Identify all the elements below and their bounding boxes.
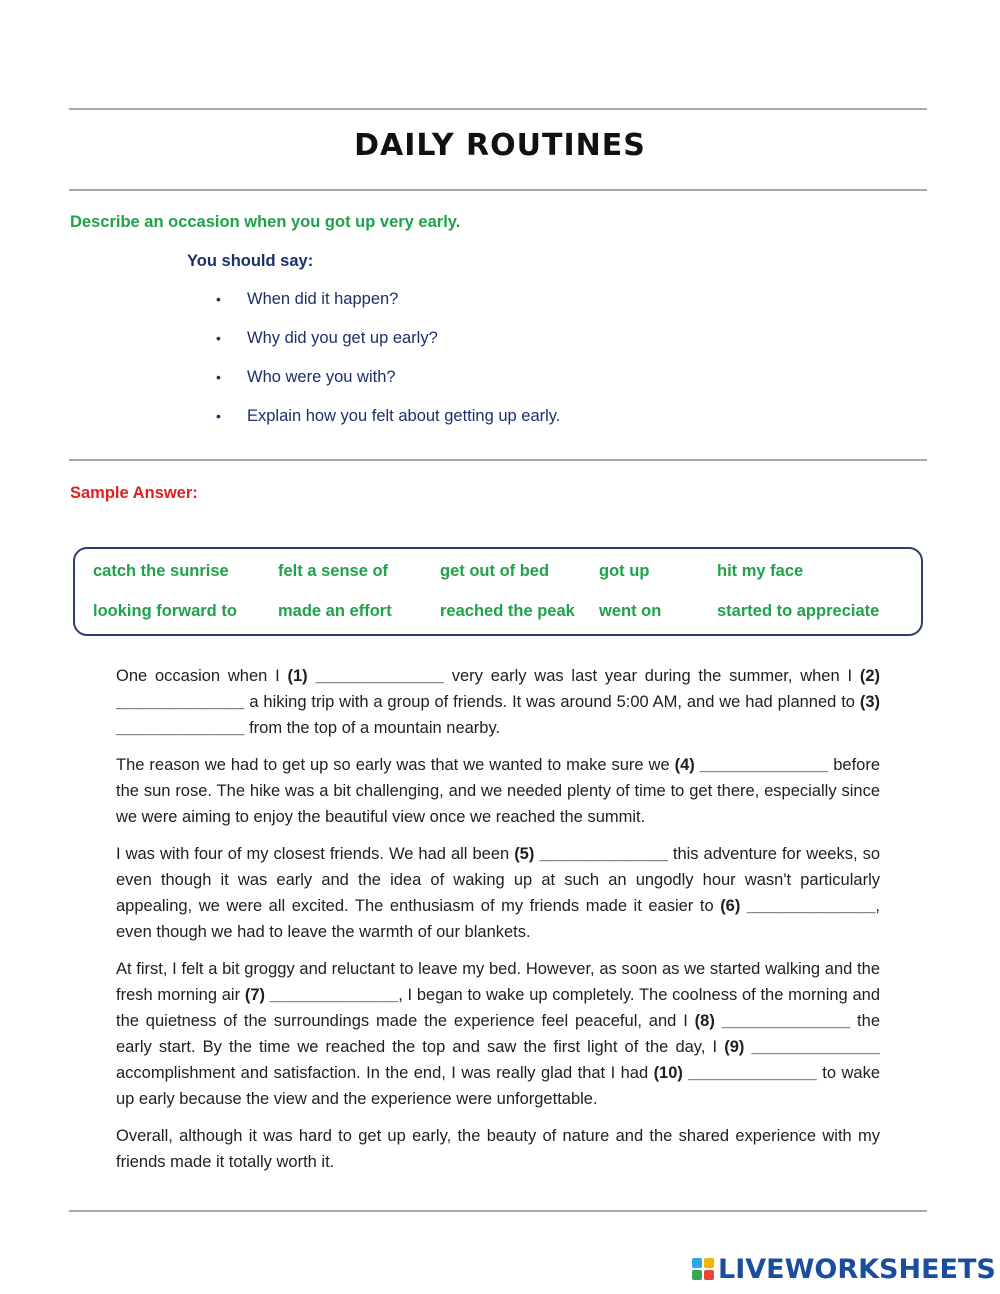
- blank-10[interactable]: ______________: [688, 1064, 817, 1082]
- paragraph: Overall, although it was hard to get up early, the beauty of nature and the shared experience with my friends made it totally worth it.: [116, 1127, 880, 1171]
- paragraph: The reason we had to get up so early was that we wanted to make sure we (4) ______________ before the sun rose. The hike was a bit challenging, and we needed plenty of time to get there, especially since we were aiming to enjoy the beautiful view once we reached the summit.: [116, 756, 880, 826]
- bullet-icon: •: [216, 330, 221, 346]
- blank-7[interactable]: ______________: [269, 986, 399, 1004]
- paragraph: One occasion when I (1) ______________ very early was last year during the summer, when I (2) ______________ a hiking trip with a group of friends. It was around 5:00 AM, and we had planned to (3) ______________ from the top of a mountain nearby.: [116, 667, 880, 737]
- bullet-icon: •: [216, 369, 221, 385]
- word-bank: [73, 547, 923, 636]
- word-bank-item: looking forward to: [93, 602, 237, 620]
- word-bank-item: got up: [599, 562, 650, 580]
- liveworksheets-logo: [692, 1252, 996, 1286]
- cue-item: • Explain how you felt about getting up early.: [216, 407, 561, 425]
- sample-passage: [116, 663, 880, 1186]
- top-divider: [69, 108, 927, 110]
- word-bank-item: reached the peak: [440, 602, 575, 620]
- bullet-icon: •: [216, 291, 221, 307]
- blank-5[interactable]: ______________: [539, 845, 668, 863]
- blank-2[interactable]: ______________: [116, 693, 245, 711]
- bottom-divider: [69, 1210, 927, 1212]
- should-say-label: You should say:: [187, 252, 314, 270]
- cue-item: • Who were you with?: [216, 368, 396, 386]
- blank-3[interactable]: ______________: [116, 719, 245, 737]
- cue-item: • When did it happen?: [216, 290, 399, 308]
- sample-answer-label: Sample Answer:: [70, 484, 198, 502]
- blank-4[interactable]: ______________: [699, 756, 829, 774]
- word-bank-item: made an effort: [278, 602, 392, 620]
- cue-item: • Why did you get up early?: [216, 329, 438, 347]
- cue-list: [216, 290, 560, 446]
- blank-6[interactable]: ______________: [746, 897, 876, 915]
- paragraph: At first, I felt a bit groggy and reluctant to leave my bed. However, as soon as we started walking and the fresh morning air (7) ______________, I began to wake up completely. The coolness of the morning and the quietness of the surroundings made the experience feel peaceful, and I (8) ______________ the early start. By the time we reached the top and saw the first light of the day, I (9) ______________ accomplishment and satisfaction. In the end, I was really glad that I had (10) ______________ to wake up early because the view and the experience were unforgettable.: [116, 960, 880, 1108]
- word-bank-item: started to appreciate: [717, 602, 880, 620]
- blank-8[interactable]: ______________: [721, 1012, 851, 1030]
- page-title: DAILY ROUTINES: [354, 128, 646, 163]
- logo-text: LIVEWORKSHEETS: [718, 1253, 996, 1285]
- paragraph: I was with four of my closest friends. We had all been (5) ______________ this adventure for weeks, so even though it was early and the idea of waking up at such an ungodly hour wasn't particularly appealing, we were all excited. The enthusiasm of my friends made it easier to (6) ______________, even though we had to leave the warmth of our blankets.: [116, 845, 880, 941]
- word-bank-item: went on: [599, 602, 662, 620]
- bullet-icon: •: [216, 408, 221, 424]
- section-divider: [69, 459, 927, 461]
- word-bank-item: hit my face: [717, 562, 804, 580]
- word-bank-item: catch the sunrise: [93, 562, 229, 580]
- word-bank-item: felt a sense of: [278, 562, 389, 580]
- blank-1[interactable]: ______________: [315, 667, 444, 685]
- logo-icon: [692, 1258, 714, 1280]
- title-divider: [69, 189, 927, 191]
- word-bank-item: get out of bed: [440, 562, 550, 580]
- blank-9[interactable]: ______________: [751, 1038, 880, 1056]
- task-prompt: Describe an occasion when you got up very early.: [70, 213, 461, 231]
